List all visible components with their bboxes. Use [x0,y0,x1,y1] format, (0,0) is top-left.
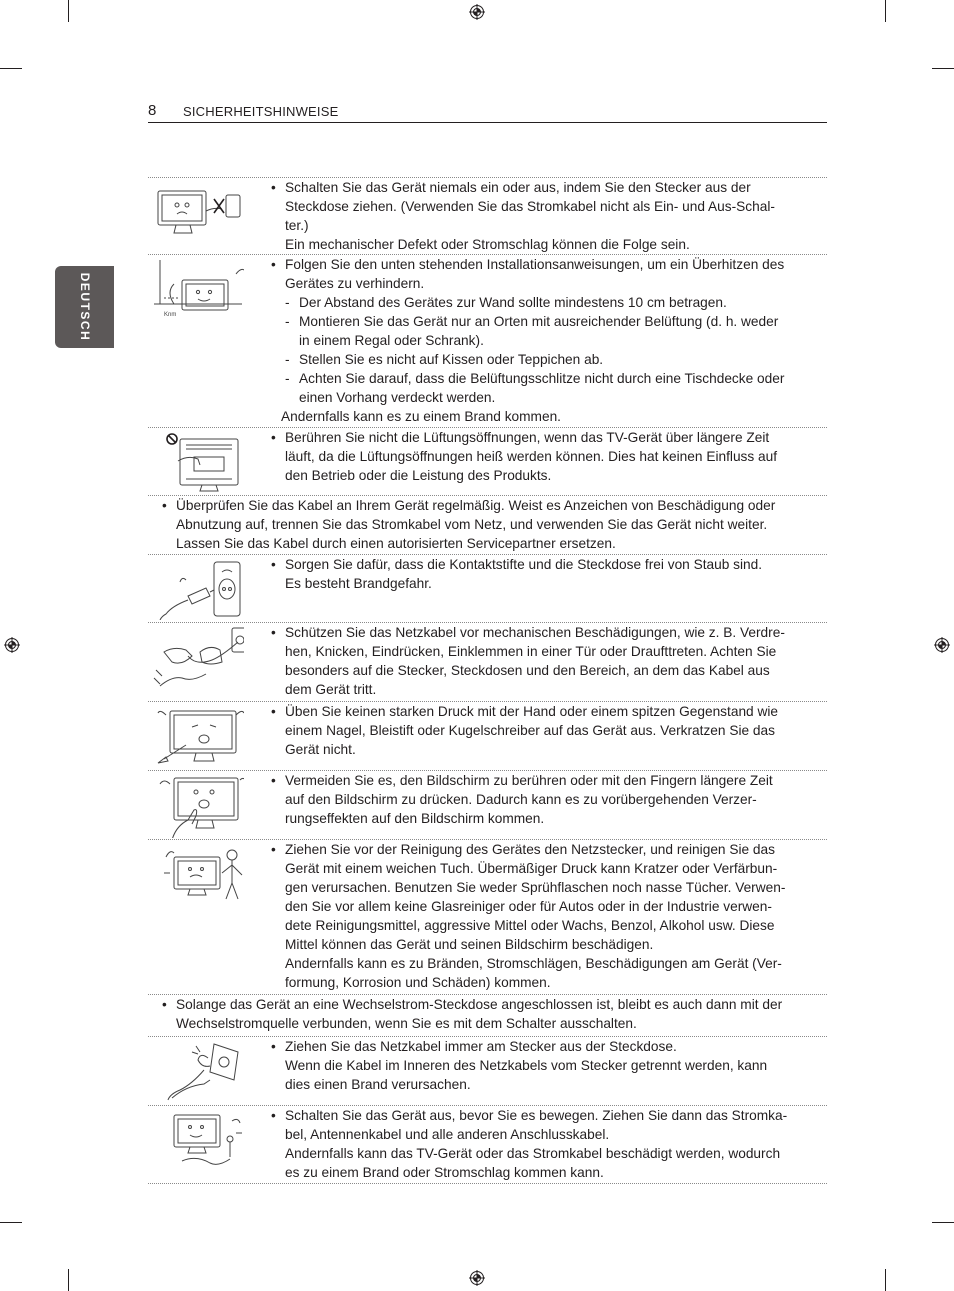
crop-mark [0,1222,22,1223]
unplug-hand-illustration-icon [152,1040,244,1100]
cleaning-illustration-icon [152,843,244,903]
text-line: Gerät nicht. [285,742,356,757]
safety-item [148,254,827,427]
bullet-text: • Berühren Sie nicht die Lüftungsöffnungen, wenn das TV-Gerät über längere Zeit [271,428,827,447]
dash-item: - Montieren Sie das Gerät nur an Orten mit ausreichender Belüftung (d. h. weder in einem Regal oder Schrank). [271,312,827,350]
text-line: Mittel können das Gerät und seinen Bildschirm beschädigen. [285,937,654,952]
bullet-text: • Schalten Sie das Gerät niemals ein oder aus, indem Sie den Stecker aus der [271,178,827,197]
screen-pressure-illustration-icon [152,705,244,765]
tv-plug-warning-illustration-icon [152,181,244,241]
tv-back-vents-illustration-icon [152,431,244,491]
safety-item [148,1105,827,1184]
dash-item: - Der Abstand des Gerätes zur Wand sollte mindestens 10 cm betragen. [271,293,827,312]
bullet-text: • Schalten Sie das Gerät aus, bevor Sie es bewegen. Ziehen Sie dann das Stromka- [271,1106,827,1125]
safety-item [148,701,827,770]
text-line: ter.) [285,218,309,233]
tv-cables-move-illustration-icon [152,1109,244,1169]
text-line: gen verursachen. Benutzen Sie weder Sprühflaschen noch nasse Tücher. Verwen- [285,880,786,895]
plug-outlet-dust-illustration-icon [152,558,244,618]
safety-item [148,839,827,994]
text-line: dete Reinigungsmittel, aggressive Mittel oder Wachs, Benzol, Alkohol usw. Diese [285,918,775,933]
text-line: Gerätes zu verhindern. [285,276,425,291]
tv-wall-distance-illustration-icon [152,258,244,318]
text-line: Steckdose ziehen. (Verwenden Sie das Stromkabel nicht als Ein- und Aus-Schal- [285,199,775,214]
text-line: auf den Bildschirm zu drücken. Dadurch kann es zu vorübergehenden Verzer- [285,792,757,807]
safety-list [148,177,827,1184]
text-line: läuft, da die Lüftungsöffnungen heiß werden können. Dies hat keinen Einfluss auf [285,449,778,464]
bullet-text: • Ziehen Sie vor der Reinigung des Gerätes den Netzstecker, und reinigen Sie das [271,840,827,859]
text-line: formung, Korrosion und Schäden) kommen. [285,975,551,990]
bullet-text: • Folgen Sie den unten stehenden Installationsanweisungen, um ein Überhitzen des [271,255,827,274]
text-line: dies einen Brand verursachen. [285,1077,471,1092]
page-number: 8 [148,102,157,119]
safety-item [148,554,827,622]
dash-item: - Achten Sie darauf, dass die Belüftungsschlitze nicht durch eine Tischdecke oder einen Vorhang verdeckt werden. [271,369,827,407]
illustration-label: Knm [164,312,177,318]
safety-item [148,177,827,254]
dash-item: - Stellen Sie es nicht auf Kissen oder Teppichen ab. [271,350,827,369]
bullet-text: • Üben Sie keinen starken Druck mit der Hand oder einem spitzen Gegenstand wie [271,702,827,721]
language-tab [55,266,114,348]
bullet-text: • Solange das Gerät an eine Wechselstrom-Steckdose angeschlossen ist, bleibt es auch dann mit der [162,995,827,1014]
crop-mark [885,1269,886,1291]
screen-finger-illustration-icon [152,774,244,834]
cable-damage-illustration-icon [152,626,244,686]
safety-item [148,622,827,701]
text-line: hen, Knicken, Eindrücken, Einklemmen in einer Tür oder Draufttreten. Achten Sie [285,644,777,659]
text-line: Andernfalls kann es zu einem Brand kommen. [281,409,561,424]
text-line: bel, Antennenkabel und alle anderen Anschlusskabel. [285,1127,610,1142]
crop-mark [68,0,69,22]
registration-mark-icon [469,4,485,20]
safety-item [148,495,827,554]
text-line: Ein mechanischer Defekt oder Stromschlag können die Folge sein. [285,237,690,252]
crop-mark [0,68,22,69]
section-title: SICHERHEITSHINWEISE [183,104,339,119]
text-line: Wenn die Kabel im Inneren des Netzkabels vom Stecker getrennt werden, kann [285,1058,768,1073]
text-line: dem Gerät tritt. [285,682,377,697]
text-line: Es besteht Brandgefahr. [285,576,432,591]
text-line: rungseffekten auf den Bildschirm kommen. [285,811,545,826]
crop-mark [932,1222,954,1223]
language-tab-label: DEUTSCH [78,272,92,342]
bullet-text: • Überprüfen Sie das Kabel an Ihrem Gerät regelmäßig. Weist es Anzeichen von Beschädigung oder [162,496,827,515]
page-header [148,100,827,123]
safety-item [148,994,827,1036]
safety-item [148,427,827,495]
text-line: Andernfalls kann es zu Bränden, Stromschlägen, Beschädigungen am Gerät (Ver- [285,956,782,971]
text-line: Andernfalls kann das TV-Gerät oder das Stromkabel beschädigt werden, wodurch [285,1146,781,1161]
text-line: besonders auf die Stecker, Steckdosen und den Bereich, an dem das Kabel aus [285,663,770,678]
registration-mark-icon [469,1270,485,1286]
bullet-text: • Sorgen Sie dafür, dass die Kontaktstifte und die Steckdose frei von Staub sind. [271,555,827,574]
text-line: Wechselstromquelle verbunden, wenn Sie es mit dem Schalter ausschalten. [176,1016,637,1031]
text-line: den Betrieb oder die Leistung des Produkts. [285,468,552,483]
text-line: einem Nagel, Bleistift oder Kugelschreiber auf das Gerät aus. Verkratzen Sie das [285,723,775,738]
text-line: es zu einem Brand oder Stromschlag kommen kann. [285,1165,604,1180]
bullet-text: • Vermeiden Sie es, den Bildschirm zu berühren oder mit den Fingern längere Zeit [271,771,827,790]
crop-mark [68,1269,69,1291]
text-line: Lassen Sie das Kabel durch einen autorisierten Servicepartner ersetzen. [176,536,616,551]
crop-mark [885,0,886,22]
bullet-text: • Schützen Sie das Netzkabel vor mechanischen Beschädigungen, wie z. B. Verdre- [271,623,827,642]
text-line: Abnutzung auf, trennen Sie das Stromkabel vom Netz, und verwenden Sie das Gerät nicht weiter. [176,517,768,532]
registration-mark-icon [4,637,20,653]
registration-mark-icon [934,637,950,653]
safety-item [148,770,827,839]
safety-item [148,1036,827,1105]
bullet-text: • Ziehen Sie das Netzkabel immer am Stecker aus der Steckdose. [271,1037,827,1056]
crop-mark [932,68,954,69]
text-line: den Sie vor allem keine Glasreiniger oder für Autos oder in der Industrie verwen- [285,899,772,914]
text-line: Gerät mit einem weichen Tuch. Übermäßiger Druck kann Kratzer oder Verfärbun- [285,861,778,876]
